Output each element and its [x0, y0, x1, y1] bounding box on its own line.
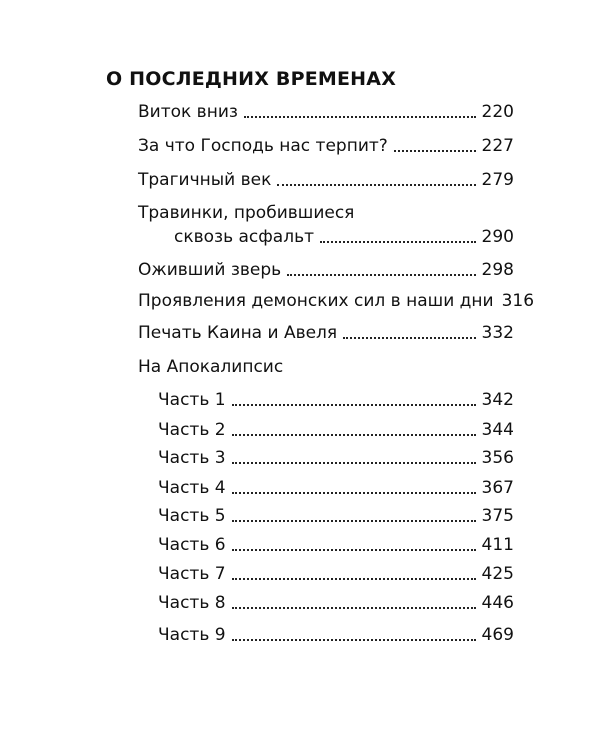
- toc-entry[interactable]: [138, 321, 514, 345]
- toc-entry[interactable]: [174, 225, 514, 249]
- toc-part-label: Часть 5: [158, 506, 226, 526]
- toc-part-label: Часть 8: [158, 593, 226, 613]
- dot-leader: [394, 150, 476, 152]
- apocalypse-title: На Апокалипсис: [138, 357, 284, 377]
- dot-leader: [244, 116, 476, 118]
- toc-part-label: Часть 4: [158, 478, 226, 498]
- toc-entry-page: 279: [481, 170, 514, 190]
- toc-part-entry[interactable]: [158, 446, 514, 470]
- toc-part-label: Часть 2: [158, 420, 226, 440]
- dot-leader: [232, 462, 476, 464]
- toc-entry-page: 227: [481, 136, 514, 156]
- dot-leader: [277, 184, 475, 186]
- toc-part-page: 425: [481, 564, 514, 584]
- toc-part-page: 356: [481, 448, 514, 468]
- toc-part-page: 446: [481, 593, 514, 613]
- dot-leader: [232, 404, 476, 406]
- toc-part-entry[interactable]: [158, 418, 514, 442]
- toc-part-page: 367: [481, 478, 514, 498]
- toc-part-page: 342: [481, 390, 514, 410]
- toc-entry-page: 220: [481, 102, 514, 122]
- toc-entry[interactable]: [138, 289, 535, 313]
- dot-leader: [232, 520, 476, 522]
- dot-leader: [232, 549, 476, 551]
- toc-part-entry[interactable]: [158, 623, 514, 647]
- toc-part-label: Часть 3: [158, 448, 226, 468]
- toc-part-label: Часть 9: [158, 625, 226, 645]
- toc-entry-label: Проявления демонских сил в наши дни: [138, 291, 494, 311]
- toc-part-entry[interactable]: [158, 388, 514, 412]
- toc-entry-page: 316: [501, 291, 535, 311]
- toc-entry-page: 298: [481, 260, 514, 280]
- dot-leader: [232, 434, 476, 436]
- toc-part-entry[interactable]: [158, 533, 514, 557]
- section-heading: О ПОСЛЕДНИХ ВРЕМЕНАХ: [106, 68, 397, 90]
- toc-part-page: 375: [481, 506, 514, 526]
- toc-part-page: 411: [481, 535, 514, 555]
- dot-leader: [232, 607, 476, 609]
- toc-part-entry[interactable]: [158, 562, 514, 586]
- toc-part-page: 344: [481, 420, 514, 440]
- toc-part-entry[interactable]: [158, 591, 514, 615]
- toc-entry[interactable]: [138, 100, 514, 124]
- toc-entry-page: 332: [481, 323, 514, 343]
- toc-part-entry[interactable]: [158, 504, 514, 528]
- toc-part-label: Часть 6: [158, 535, 226, 555]
- toc-part-label: Часть 7: [158, 564, 226, 584]
- toc-entry[interactable]: [138, 134, 514, 158]
- toc-entry[interactable]: [138, 168, 514, 192]
- toc-entry-label: За что Господь нас терпит?: [138, 136, 388, 156]
- toc-entry-page: 290: [481, 227, 514, 247]
- dot-leader: [320, 241, 476, 243]
- toc-entry-label: Печать Каина и Авеля: [138, 323, 338, 343]
- dot-leader: [232, 492, 476, 494]
- toc-part-entry[interactable]: [158, 476, 514, 500]
- toc-entry-label-line1: Травинки, пробившиеся: [138, 203, 355, 223]
- dot-leader: [232, 578, 476, 580]
- toc-entry-label: Трагичный век: [138, 170, 272, 190]
- toc-part-page: 469: [481, 625, 514, 645]
- toc-entry-label: сквозь асфальт: [174, 227, 315, 247]
- toc-part-label: Часть 1: [158, 390, 226, 410]
- dot-leader: [287, 274, 475, 276]
- dot-leader: [343, 337, 475, 339]
- toc-entry-label: Оживший зверь: [138, 260, 282, 280]
- dot-leader: [232, 639, 476, 641]
- toc-entry[interactable]: [138, 258, 514, 282]
- toc-entry-label: Виток вниз: [138, 102, 238, 122]
